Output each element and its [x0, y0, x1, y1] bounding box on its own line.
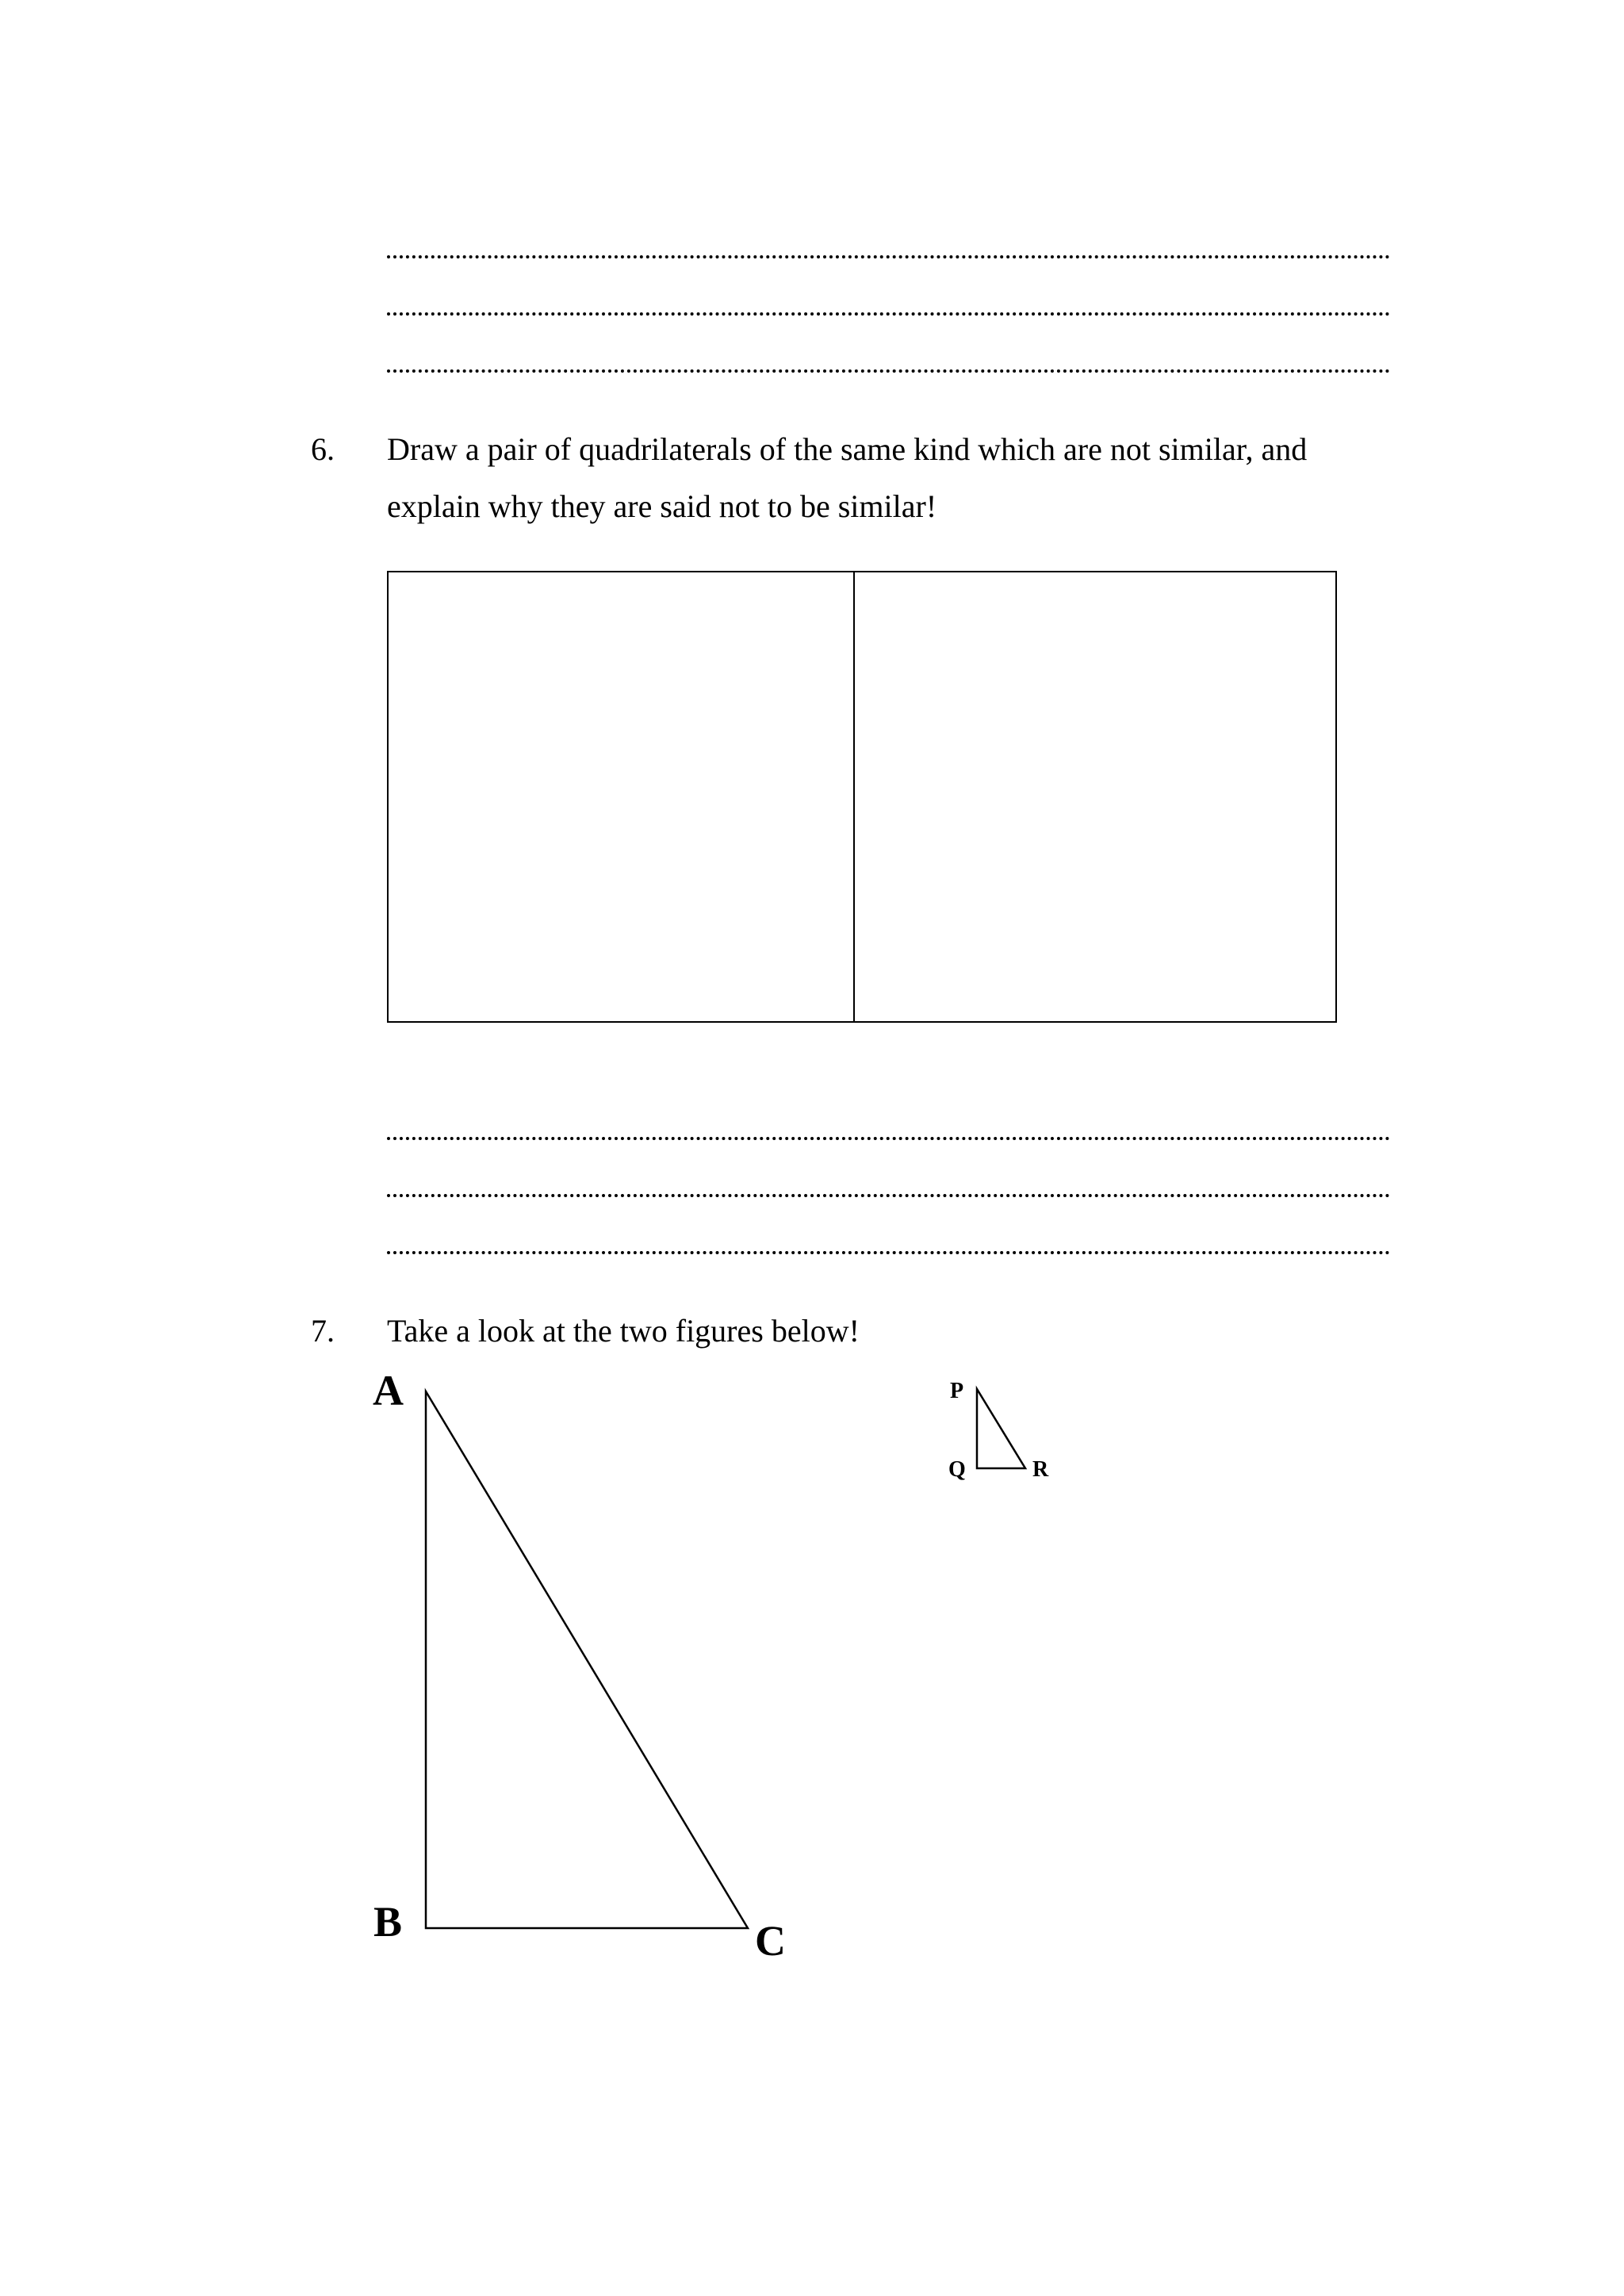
question-6-text-line-1: Draw a pair of quadrilaterals of the same kind which are not similar, and [387, 431, 1308, 467]
question-7-text: Take a look at the two figures below! [387, 1313, 860, 1349]
vertex-label-a: A [373, 1367, 404, 1414]
vertex-label-b: B [373, 1898, 403, 1946]
triangle-abc [426, 1391, 748, 1928]
question-6-number: 6. [311, 431, 335, 467]
vertex-label-p: P [950, 1379, 964, 1403]
question-7-number: 7. [311, 1313, 335, 1349]
vertex-label-c: C [755, 1917, 786, 1965]
triangle-pqr [977, 1389, 1025, 1468]
vertex-label-q: Q [948, 1457, 966, 1482]
vertex-label-r: R [1032, 1457, 1049, 1482]
question-6-text-line-2: explain why they are said not to be similar! [387, 488, 937, 524]
